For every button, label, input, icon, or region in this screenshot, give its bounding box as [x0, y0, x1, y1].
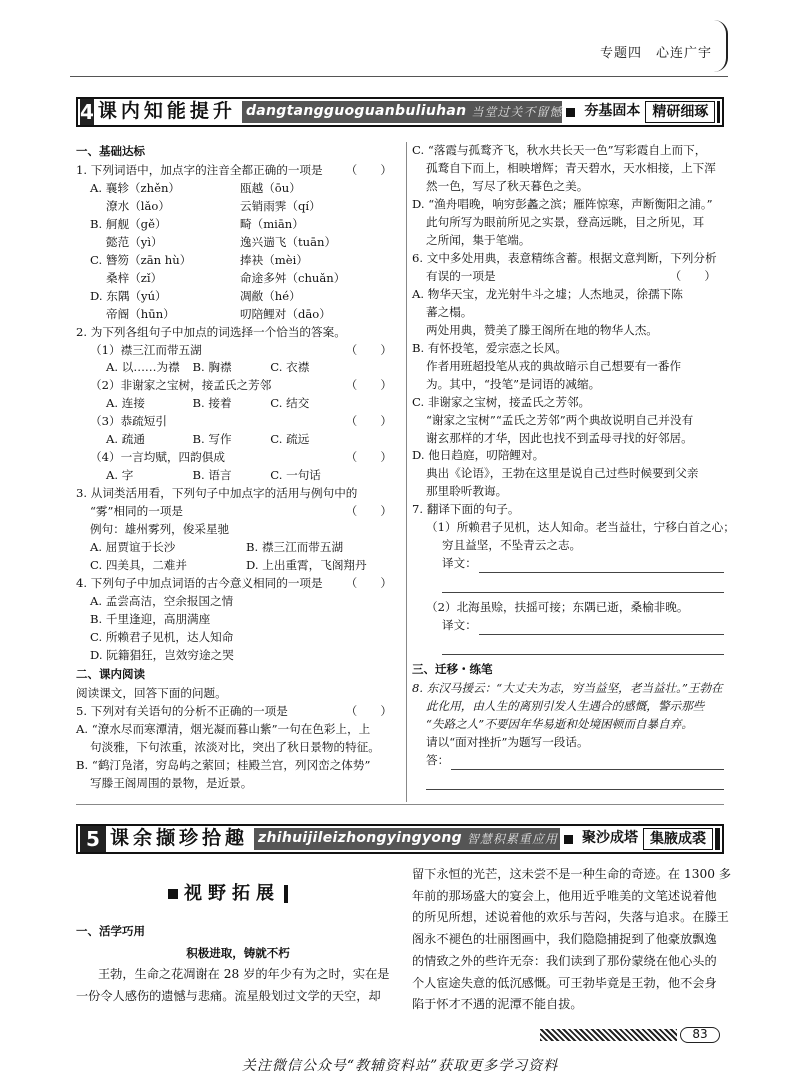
section-heading: 一、活学巧用 — [76, 924, 145, 938]
option-b-note: 为。其中，“投笔”是词语的减缩。 — [426, 376, 601, 391]
end-bar-icon — [717, 101, 720, 123]
option-row: 潦水（lǎo） 云销雨霁（qí） — [106, 198, 321, 213]
answer-line[interactable] — [479, 621, 724, 635]
option-c-note: 谢玄那样的才华，因此也找不到孟母寻找的好邻居。 — [426, 430, 693, 445]
paragraph-line: 阁永不褪色的壮丽图画中，我们隐隐捕捉到了他豪放飘逸 — [412, 932, 717, 947]
section-heading: 一、基础达标 — [76, 144, 145, 158]
question-3: 3. 从词类活用看，下列句子中加点字的活用与例句中的 — [76, 486, 358, 501]
option-a-cont: 句淡雅，下句浓重，浓淡对比，突出了秋日景物的特征。 — [90, 739, 380, 754]
question-7: 7. 翻译下面的句子。 — [412, 502, 520, 517]
square-bullet-icon — [168, 889, 178, 899]
paragraph-line: 个人宦途失意的低沉感慨。可王勃毕竟是王勃，他不会身 — [412, 975, 717, 990]
question-8-prompt: 请以“面对挫折”为题写一段话。 — [426, 734, 589, 749]
answer-line[interactable] — [442, 635, 724, 655]
question-8: 8. 东汉马援云：“大丈夫为志，穷当益坚，老当益壮。”王勃在 — [412, 681, 723, 695]
translation-field[interactable]: 译文： — [412, 555, 724, 573]
option-b: B. 千里逢迎，高朋满座 — [90, 612, 211, 627]
article-title: 积极进取，铸就不朽 — [186, 945, 290, 960]
slogan-text: 智慧积累重应用 — [466, 831, 558, 846]
paragraph-line: 年前的那场盛大的宴会上，他用近乎唯美的文笔述说着他 — [412, 888, 717, 903]
question-2: 2. 为下列各组句子中加点的词选择一个恰当的答案。 — [76, 324, 346, 339]
question-8-cont: 此化用，由人生的离别引发人生遇合的感慨，警示那些 — [426, 698, 705, 713]
section-number: 5 — [80, 826, 106, 852]
tag-primary: 夯基固本 — [584, 103, 641, 120]
answer-line[interactable] — [451, 756, 724, 770]
sub-question-cont: 穷且益坚，不坠青云之志。 — [442, 538, 582, 553]
option-row: 桑梓（zǐ） 命途多舛（chuǎn） — [106, 270, 346, 285]
reading-left — [76, 922, 400, 1008]
answer-line[interactable] — [442, 573, 724, 593]
question-5: 5. 下列对有关语句的分析不正确的一项是 （ ） — [76, 703, 392, 718]
paragraph-line: 留下永恒的光芒，这未尝不是一种生命的奇迹。在 1300 多 — [412, 867, 732, 881]
end-bar-icon — [715, 828, 720, 850]
option-a-note: 两处用典，赞美了滕王阁所在地的物华人杰。 — [426, 322, 658, 337]
tag-secondary: 集腋成裘 — [643, 828, 713, 850]
sub-question: （2）非谢家之宝树，接孟氏之芳邻 （ ） — [90, 378, 392, 393]
hatch-decoration — [540, 1029, 677, 1041]
section-number: 4 — [80, 99, 94, 124]
sub-question: （2）北海虽赊，扶摇可接；东隅已逝，桑榆非晚。 — [426, 600, 689, 615]
option-row: A. 襄轸（zhěn） 瓯越（ōu） — [90, 180, 301, 195]
page-number-bar — [540, 1028, 720, 1042]
pinyin-text: zhihuijileizhongyingyong — [258, 830, 462, 847]
paragraph-line: 一份令人感伤的遗憾与悲痛。流星般划过文学的天空，却 — [76, 988, 381, 1003]
question-6-cont: 有误的一项是 （ ） — [426, 268, 716, 283]
tag-primary: 聚沙成塔 — [582, 830, 638, 847]
option-a: A. “潦水尽而寒潭清，烟光凝而暮山紫”一句在色彩上，上 — [76, 721, 371, 736]
question-4: 4. 下列句子中加点词语的古今意义相同的一项是 （ ） — [76, 576, 392, 591]
reading-instruction: 阅读课文，回答下面的问题。 — [76, 685, 227, 700]
paragraph-line: 的所见所想，述说着他的欢乐与苦闷，失落与追求。在滕王 — [412, 910, 729, 925]
pinyin-strip — [254, 828, 560, 850]
option-d-note: 那里聆听教诲。 — [426, 484, 508, 499]
section-banner-4 — [76, 97, 724, 127]
end-bar-icon — [284, 885, 288, 903]
option-row: A. 疏通 B. 写作 C. 疏远 — [106, 432, 310, 447]
page-curl-decoration — [714, 20, 728, 72]
option-row: C. 四美具，二难并 D. 上出重霄，飞阁翔丹 — [90, 558, 367, 573]
answer-line[interactable] — [426, 770, 724, 790]
section-title: 课内知能提升 — [97, 100, 236, 123]
question-8-cont: “失路之人”不要因年华易逝和处境困顿而自暴自弃。 — [426, 716, 693, 731]
answer-field[interactable]: 答： — [412, 752, 724, 770]
option-row: B. 舸舰（gě） 畸（miān） — [90, 216, 304, 231]
sub-question: （3）恭疏短引 （ ） — [90, 414, 392, 429]
option-d: D. 阮籍猖狂，岂效穷途之哭 — [90, 647, 234, 662]
answer-line[interactable] — [479, 559, 724, 573]
paragraph-line: 陷于怀才不遇的泥潭不能自拔。 — [412, 997, 583, 1012]
sub-question: （1）襟三江而带五湖 （ ） — [90, 342, 392, 357]
option-row: 懿范（yì） 逸兴遄飞（tuān） — [106, 234, 337, 249]
option-row: C. 簪笏（zān hù） 捧袂（mèi） — [90, 252, 308, 267]
header-rule — [70, 76, 728, 77]
slogan-text: 当堂过关不留憾 — [471, 104, 563, 119]
option-row: A. 字 B. 语言 C. 一句话 — [106, 468, 321, 483]
option-c-cont: 然一色，写尽了秋天暮色之美。 — [426, 178, 589, 193]
question-6: 6. 文中多处用典，表意精练含蓄。根据文意判断，下列分析 — [412, 250, 717, 265]
pinyin-text: dangtangguoguanbuliuhan — [245, 103, 467, 120]
section-rule — [76, 804, 724, 805]
option-a: A. 孟尝高洁，空余报国之情 — [90, 594, 234, 609]
section-heading: 三、迁移・练笔 — [412, 662, 493, 677]
topic-label: 专题四 心连广宇 — [599, 46, 712, 61]
option-b-cont: 写滕王阁周围的景物，是近景。 — [90, 775, 253, 790]
subsection-title: 视野拓展 — [168, 880, 288, 908]
reading-right — [412, 864, 732, 1016]
column-divider — [406, 142, 407, 802]
option-row: 帝阍（hūn） 叨陪鲤对（dāo） — [106, 306, 331, 321]
answer-paren: （ ） — [345, 162, 392, 177]
square-bullet-icon — [564, 835, 573, 844]
option-row: D. 东隅（yú） 凋敝（hé） — [90, 288, 301, 303]
footer-note: 关注微信公众号“教辅资料站”获取更多学习资料 — [241, 1058, 559, 1074]
option-d: D. “渔舟唱晚，响穷彭蠡之滨；雁阵惊寒，声断衡阳之浦。” — [412, 196, 713, 211]
tag-secondary: 精研细琢 — [645, 101, 715, 123]
paragraph-line: 王勃，生命之花凋谢在 28 岁的年少有为之时，实在是 — [98, 966, 390, 981]
sub-question: （4）一言均赋，四韵俱成 （ ） — [90, 450, 392, 465]
option-c: C. 非谢家之宝树，接孟氏之芳邻。 — [412, 394, 591, 409]
question-3-cont: “雾”相同的一项是 （ ） — [90, 504, 392, 519]
option-c-cont: 孤鹜自下而上，相映增辉；青天碧水，天水相接，上下浑 — [426, 160, 716, 175]
right-column — [412, 142, 735, 790]
option-row: A. 以……为襟 B. 胸襟 C. 衣襟 — [106, 360, 310, 375]
option-d-cont: 此句所写为眼前所见之实景，登高远眺，目之所见，耳 — [426, 214, 705, 229]
option-b: B. 有怀投笔，爱宗悫之长风。 — [412, 340, 568, 355]
left-column — [76, 142, 400, 793]
page-header — [0, 0, 800, 78]
option-c: C. “落霞与孤鹜齐飞，秋水共长天一色”写彩霞自上而下， — [412, 143, 707, 157]
sub-question: （1）所赖君子见机，达人知命。老当益壮，宁移白首之心； — [426, 520, 735, 535]
option-c-note: “谢家之宝树”“孟氏之芳邻”两个典故说明自己并没有 — [426, 412, 694, 427]
page-number: 83 — [680, 1027, 720, 1043]
section-title: 课余撷珍拾趣 — [110, 827, 249, 850]
option-row: A. 屈贾谊于长沙 B. 襟三江而带五湖 — [90, 540, 344, 555]
option-b-note: 作者用班超投笔从戎的典故暗示自己想要有一番作 — [426, 358, 682, 373]
option-b: B. “鹤汀凫渚，穷岛屿之萦回；桂殿兰宫，列冈峦之体势” — [76, 757, 371, 772]
example-sentence: 例句：雄州雾列，俊采星驰 — [90, 522, 230, 537]
square-bullet-icon — [566, 108, 575, 117]
option-row: A. 连接 B. 接着 C. 结交 — [106, 396, 310, 411]
section-banner-5 — [76, 824, 724, 854]
section-heading: 二、课内阅读 — [76, 666, 145, 681]
pinyin-strip — [242, 101, 562, 123]
question-1: 1. 下列词语中，加点字的注音全都正确的一项是 （ ） — [76, 162, 400, 180]
option-d-cont: 之所闻，集于笔端。 — [426, 232, 531, 247]
option-d: D. 他日趋庭，叨陪鲤对。 — [412, 448, 545, 463]
option-c: C. 所赖君子见机，达人知命 — [90, 630, 234, 644]
option-a: A. 物华天宝，龙光射牛斗之墟；人杰地灵，徐孺下陈 — [412, 286, 683, 301]
translation-field[interactable]: 译文： — [412, 617, 724, 635]
paragraph-line: 的情致之外的些许无奈：我们读到了那份蒙绕在他心头的 — [412, 953, 717, 968]
option-a-cont: 蕃之榻。 — [426, 304, 473, 319]
option-d-note: 典出《论语》，王勃在这里是说自己过些时候要到父亲 — [426, 466, 699, 481]
